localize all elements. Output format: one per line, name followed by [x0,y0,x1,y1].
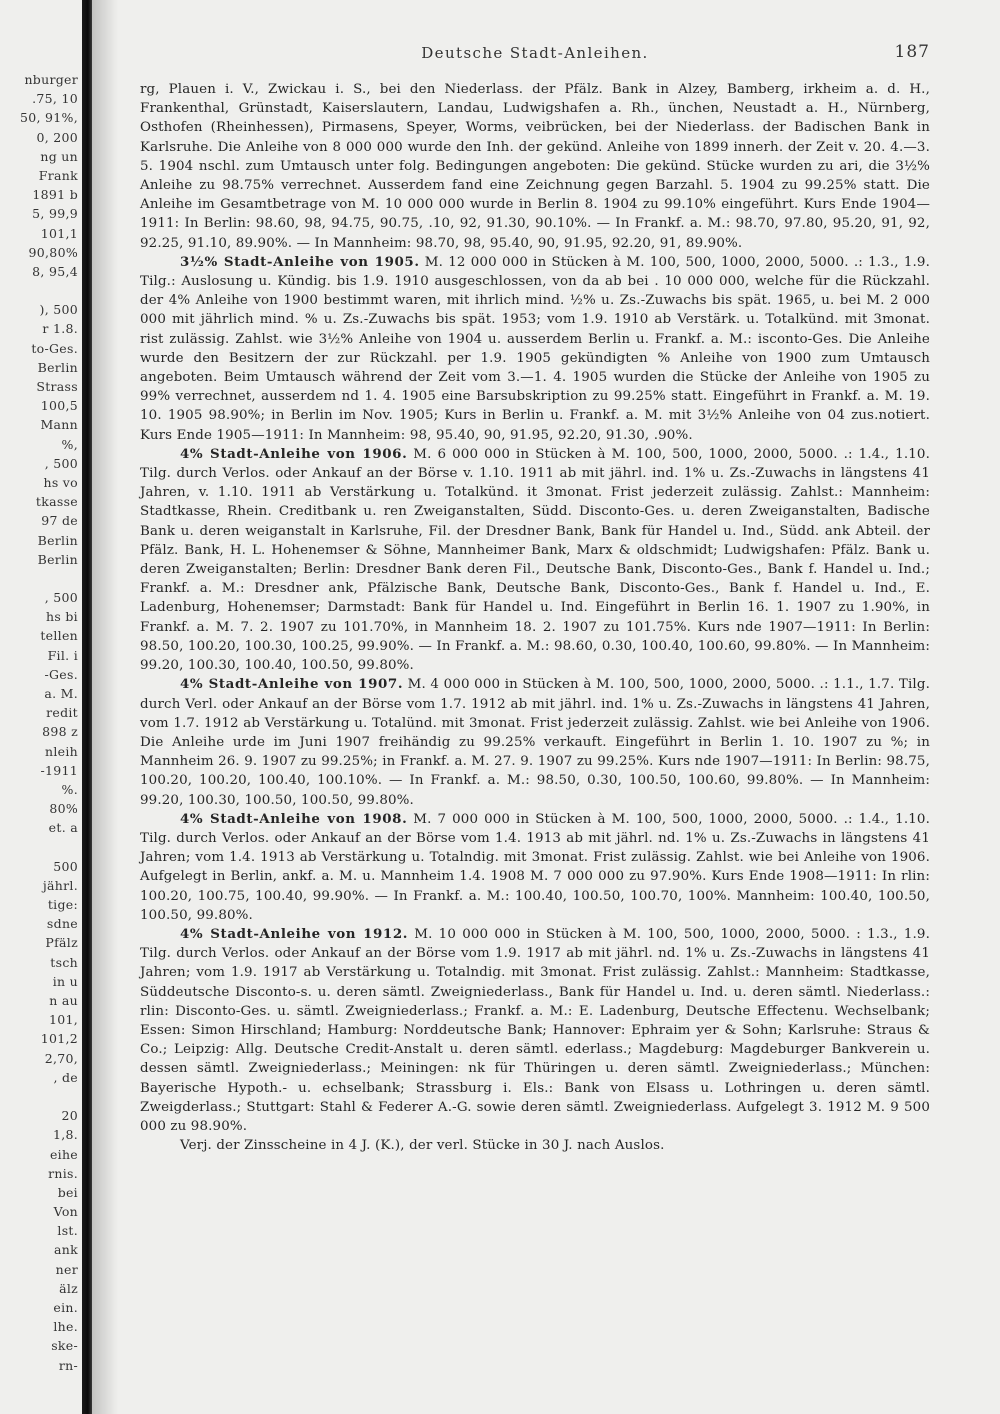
margin-fragment: lhe. [53,1319,78,1335]
margin-fragment [0,838,78,857]
paragraph-body: M. 12 000 000 in Stücken à M. 100, 500, 1000, 2000, 5000. .: 1.3., 1.9. Tilg.: Auslosung u. Kündig. bis 1.9. 1910 ausgeschlossen, von da ab bei . 10 000 000, welche für die Rückzahl. der 4% Anleihe von 1900 bestimmt waren, mit ihrlich mind. ½% u. Zs.-Zuwachs bis spät. 1965, u. bei M. 2 000 000 mit jährlich mind. % u. Zs.-Zuwachs bis spät. 1953; vom 1.9. 1910 ab Verstärk. u. Totalkünd. mit 3monat. rist zulässig. Zahlst. wie 3½% Anleihe von 1904 u. ausserdem Berlin u. Frankf. a. M.: isconto-Ges. Die Anleihe wurde den Besitzern der zur Rückzahl. per 1.9. 1905 gekündigten % Anleihe von 1900 zum Umtausch angeboten. Beim Umtausch während der Zeit vom 3.—1. 4. 1905 wurden die Stücke der Anleihe von 1905 zu 99% verrechnet, ausserdem nd 1. 4. 1905 eine Barsubskription zu 99.25% statt. Eingeführt in Frankf. a. M. 19. 10. 1905 98.90%; in Berlin im Nov. 1905; Kurs in Berlin u. Frankf. a. M. mit 3½% Anleihe von 04 zus.notiert. Kurs Ende 1905—1911: In Mannheim: 98, 95.40, 90, 91.95, 92.20, 91.30, .90%. [140,254,930,443]
margin-fragment: , 500 [44,590,78,606]
margin-fragment: 0, 200 [36,129,78,145]
margin-fragment: nburger [24,72,78,87]
margin-fragment: Strass [36,379,78,394]
margin-fragment: Mann [40,417,78,433]
margin-fragment: Von [53,1204,78,1220]
margin-fragment: , 500 [44,455,78,471]
margin-fragment: rn- [58,1357,78,1373]
margin-fragment: 5, 99,9 [32,206,78,222]
margin-fragment: 898 z [42,724,78,740]
margin-fragment: %, [61,436,78,452]
margin-fragment: ein. [53,1300,78,1315]
gutter-shadow [92,0,118,1414]
margin-fragment: hs vo [43,474,78,490]
margin-fragment: 50, 91%, [19,110,78,126]
margin-fragment: , de [53,1069,78,1085]
margin-fragment: 97 de [41,513,78,529]
margin-fragment: to-Ges. [31,340,78,356]
book-gutter [82,0,92,1414]
margin-fragment: lst. [57,1223,78,1239]
margin-fragment: a. M. [44,686,78,701]
margin-fragment: Berlin [37,532,78,548]
margin-fragment: redit [46,705,78,721]
bond-title: 4% Stadt-Anleihe von 1907. [180,676,404,693]
margin-fragment: 1,8. [52,1127,78,1143]
margin-fragment: jährl. [42,877,78,893]
bond-entry [140,445,930,675]
margin-fragment: Fil. i [47,647,78,663]
paragraph-body: M. 6 000 000 in Stücken à M. 100, 500, 1000, 2000, 5000. .: 1.4., 1.10. Tilg. durch Verlos. oder Ankauf an der Börse v. 1.10. 1911 ab mit jährl. ind. 1% u. Zs.-Zuwachs in längstens 41 Jahren, v. 1.10. 1911 ab Verstärkung u. Totalkünd. it 3monat. Frist jederzeit zulässig. Zahlst.: Mannheim: Stadtkasse, Rhein. Creditbank u. ren Zweiganstalten, Südd. Disconto-Ges. u. deren Zweiganstalten, Badische Bank u. deren weiganstalt in Karlsruhe, Fil. der Dresdner Bank, Bank für Handel u. Ind., Südd. ank Abteil. der Pfälz. Bank, H. L. Hohenemser & Söhne, Mannheimer Bank, Marx & oldschmidt; Ludwigshafen: Pfälz. Bank u. deren Zweiganstalten; Berlin: Dresdner Bank deren Fil., Deutsche Bank, Disconto-Ges., Bank f. Handel u. Ind.; Frankf. a. M.: Dresdner ank, Pfälzische Bank, Deutsche Bank, Disconto-Ges., Bank f. Handel u. Ind., E. Ladenburg, Hohenemser; Darmstadt: Bank für Handel u. Ind. Eingeführt in Berlin 16. 1. 1907 zu 1.90%, in Frankf. a. M. 7. 2. 1907 zu 101.70%, in Mannheim 18. 2. 1907 zu 101.75%. Kurs nde 1907—1911: In Berlin: 98.50, 100.20, 100.30, 100.25, 99.90%. — In Frankf. a. M.: 98.60, 0.30, 100.40, 100.60, 99.80%. — In Mannheim: 99.20, 100.30, 100.40, 100.50, 99.80%. [140,446,930,674]
bond-title: 4% Stadt-Anleihe von 1912. [180,925,409,942]
bond-title: 4% Stadt-Anleihe von 1908. [180,810,408,827]
margin-fragment: eihe [49,1146,78,1162]
margin-fragment: ), 500 [39,302,78,318]
margin-fragment: ske- [51,1338,78,1354]
margin-fragment: 500 [53,858,78,874]
margin-fragment: 101,1 [40,225,78,241]
margin-fragment: ng un [40,148,78,164]
margin-fragment: 100,5 [40,398,78,414]
paragraph-body: M. 7 000 000 in Stücken à M. 100, 500, 1000, 2000, 5000. .: 1.4., 1.10. Tilg. durch Verlos. oder Ankauf an der Börse vom 1.4. 1913 ab mit jährl. nd. 1% u. Zs.-Zuwachs in längstens 41 Jahren; vom 1.4. 1913 ab Verstärkung u. Totalndig. mit 3monat. Frist zulässig. Zahlst. wie bei Anleihe von 1906. Aufgelegt in Berlin, ankf. a. M. u. Mannheim 1.4. 1908 M. 7 000 000 zu 97.90%. Kurs Ende 1908—1911: In rlin: 100.20, 100.75, 100.40, 99.90%. — In Frankf. a. M.: 100.40, 100.50, 100.70, 100%. Mannheim: 100.40, 100.50, 100.50, 99.80%. [140,811,930,923]
text-paragraph [140,80,930,253]
margin-fragment: 80% [49,801,78,817]
margin-fragment: nleih [45,743,78,759]
margin-fragment: rnis. [48,1165,78,1181]
margin-fragment: Frank [38,167,78,183]
margin-fragment: 90,80% [28,244,78,260]
margin-fragment: in u [52,973,78,989]
margin-fragment: sdne [46,916,78,932]
previous-page-margin [0,70,78,1373]
margin-fragment: tkasse [35,494,78,510]
paragraph-body: rg, Plauen i. V., Zwickau i. S., bei den Niederlass. der Pfälz. Bank in Alzey, Bamberg, irkheim a. d. H., Frankenthal, Grünstadt, Kaiserslautern, Landau, Ludwigshafen a. Rh., ünchen, Neustadt a. H., Nürnberg, Osthofen (Rheinhessen), Pirmasens, Speyer, Worms, veibrücken, bei der Niederlass. der Badischen Bank in Karlsruhe. Die Anleihe von 8 000 000 wurde den Inh. der gekünd. Anleihe von 1899 innerh. der Zeit v. 20. 4.—3. 5. 1904 nschl. zum Umtausch unter folg. Bedingungen angeboten: Die gekünd. Stücke wurden zu ari, die 3½% Anleihe zu 98.75% verrechnet. Ausserdem fand eine Zeichnung gegen Barzahl. 5. 1904 zu 99.25% statt. Die Anleihe im Gesamtbetrage von M. 10 000 000 wurde in Berlin 8. 1904 zu 99.10% eingeführt. Kurs Ende 1904—1911: In Berlin: 98.60, 98, 94.75, 90.75, .10, 92, 91.30, 90.10%. — In Frankf. a. M.: 98.70, 97.80, 95.20, 91, 92, 92.25, 91.10, 89.90%. — In Mannheim: 98.70, 98, 95.40, 90, 91.95, 92.20, 91, 89.90%. [140,82,930,251]
paragraph-body: M. 4 000 000 in Stücken à M. 100, 500, 1000, 2000, 5000. .: 1.1., 1.7. Tilg. durch Verl. oder Ankauf an der Börse vom 1.7. 1912 ab mit jährl. ind. 1% u. Zs.-Zuwachs in längstens 41 Jahren, vom 1.7. 1912 ab Verstärkung u. Totalünd. mit 3monat. Frist jederzeit zulässig. Zahlst. wie bei Anleihe von 1906. Die Anleihe urde im Juni 1907 freihändig zu 99.25% verkauft. Eingeführt in Berlin 1. 10. 1907 zu %; in Mannheim 26. 9. 1907 zu 99.25%; in Frankf. a. M. 27. 9. 1907 zu 99.25%. Kurs nde 1907—1911: In Berlin: 98.75, 100.20, 100.20, 100.40, 100.10%. — In Frankf. a. M.: 98.50, 0.30, 100.50, 100.60, 99.80%. — In Mannheim: 99.20, 100.30, 100.50, 100.50, 99.80%. [140,677,930,808]
bond-title: 3½% Stadt-Anleihe von 1905. [180,253,420,270]
margin-fragment: Pfälz [45,935,78,951]
margin-fragment: tellen [40,628,78,644]
margin-fragment: r 1.8. [42,321,78,337]
running-title: Deutsche Stadt-Anleihen. [421,44,649,62]
main-text [140,80,930,1155]
margin-fragment: tige: [47,897,78,913]
bond-title: 4% Stadt-Anleihe von 1906. [180,445,408,462]
bond-entry [140,810,930,925]
margin-fragment: 2,70, [44,1050,78,1066]
margin-fragment: älz [59,1280,78,1296]
bond-entry [140,253,930,445]
text-paragraph [140,1136,930,1155]
margin-fragment: n au [49,993,78,1008]
paragraph-body: M. 10 000 000 in Stücken à M. 100, 500, 1000, 2000, 5000. : 1.3., 1.9. Tilg. durch Verlos. oder Ankauf an der Börse vom 1.9. 1917 ab mit jährl. nd. 1% u. Zs.-Zuwachs in längstens 41 Jahren; vom 1.9. 1917 ab Verstärkung u. Totalndig. mit 3monat. Frist zulässig. Zahlst.: Mannheim: Stadtkasse, Süddeutsche Disconto-s. u. deren sämtl. Zweigniederlass., Bank für Handel u. Ind. u. deren sämtl. Niederlass.: rlin: Disconto-Ges. u. sämtl. Zweigniederlass.; Frankf. a. M.: E. Ladenburg, Deutsche Effectenu. Wechselbank; Essen: Simon Hirschland; Hamburg: Norddeutsche Bank; Hannover: Ephraim yer & Sohn; Karlsruhe: Straus & Co.; Leipzig: Allg. Deutsche Credit-Anstalt u. deren sämtl. ederlass.; Magdeburg: Magdeburger Bankverein u. dessen sämtl. Zweigniederlass.; Meiningen: nk für Thüringen u. deren sämtl. Zweigniederlass.; München: Bayerische Hypoth.- u. echselbank; Strassburg i. Els.: Bank von Elsass u. Lothringen u. deren sämtl. Zweigderlass.; Stuttgart: Stahl & Federer A.-G. sowie deren sämtl. Zweigniederlass. Aufgelegt 3. 1912 M. 9 500 000 zu 98.90%. [140,926,930,1134]
paragraph-body: Verj. der Zinsscheine in 4 J. (K.), der verl. Stücke in 30 J. nach Auslos. [180,1138,665,1154]
margin-fragment: .75, 10 [32,91,78,107]
bond-entry [140,675,930,809]
margin-fragment: 8, 95,4 [32,263,78,279]
margin-fragment: Berlin [37,551,78,567]
margin-fragment: 101, [48,1012,78,1028]
page-number: 187 [894,42,930,62]
margin-fragment [0,281,78,300]
page-header [140,42,930,66]
margin-fragment: %. [61,781,78,797]
margin-fragment: ank [54,1242,78,1258]
bond-entry [140,925,930,1136]
margin-fragment: Berlin [37,359,78,375]
margin-fragment [0,1087,78,1106]
margin-fragment: 20 [61,1108,78,1124]
margin-fragment: 101,2 [40,1031,78,1047]
margin-fragment [0,569,78,588]
margin-fragment: ner [55,1261,78,1277]
margin-fragment: et. a [48,820,78,836]
margin-fragment: -1911 [40,762,78,778]
margin-fragment: -Ges. [44,666,78,682]
margin-fragment: bei [57,1184,78,1200]
margin-fragment: 1891 b [32,187,78,203]
margin-fragment: tsch [50,954,78,970]
margin-fragment: hs bi [46,609,78,625]
